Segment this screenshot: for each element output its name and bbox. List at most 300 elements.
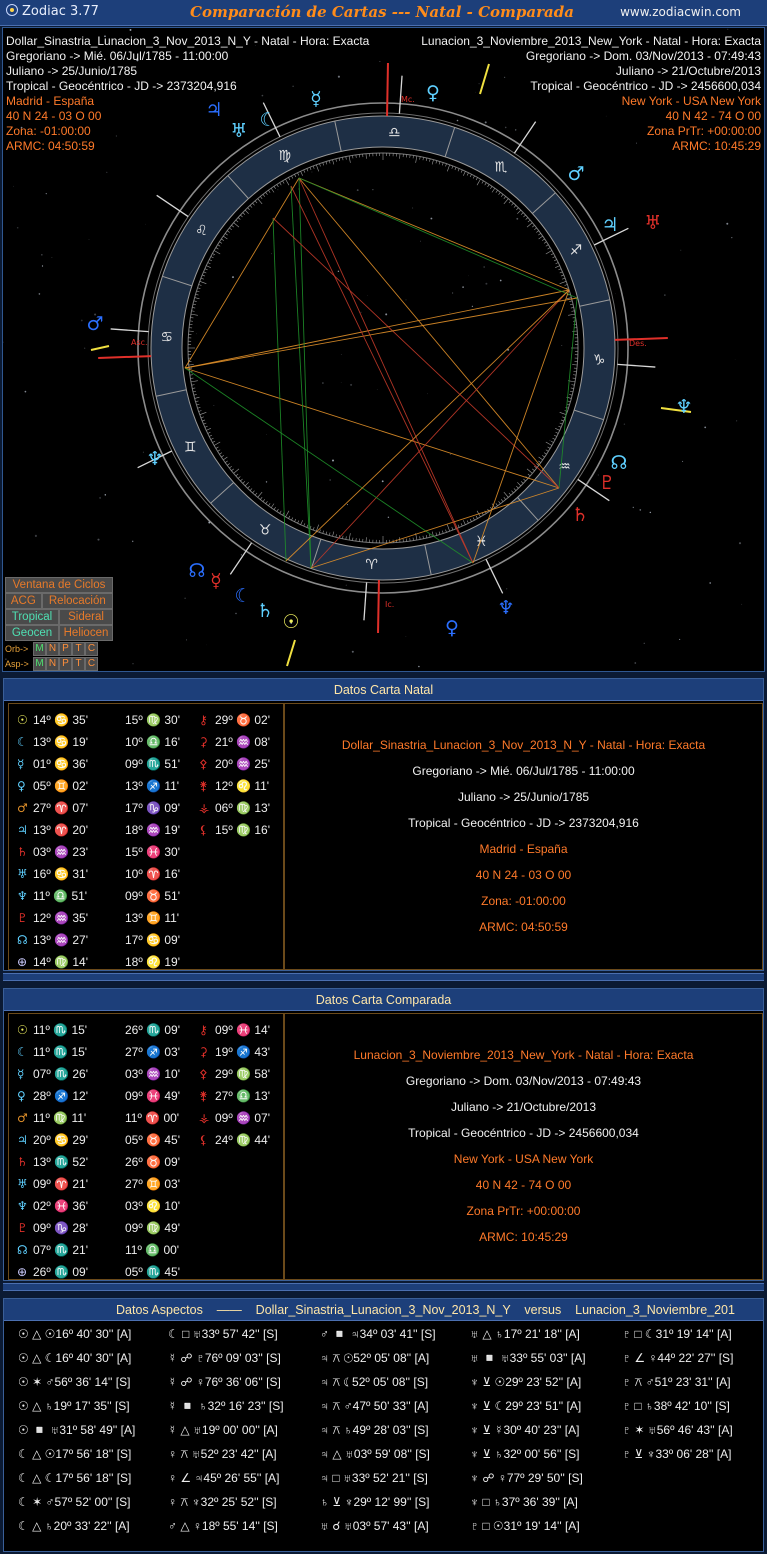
- star: [726, 223, 728, 225]
- natal-desc-zone: Zona: -01:00:00: [481, 894, 566, 908]
- degree-tick: [197, 404, 200, 405]
- degree-tick: [198, 288, 201, 289]
- degree-tick: [191, 314, 198, 315]
- degree-tick: [560, 281, 567, 283]
- degree-tick: [336, 534, 337, 537]
- degree-tick: [567, 298, 572, 299]
- relocation-button[interactable]: Relocación: [42, 593, 113, 609]
- degree-tick: [199, 411, 202, 412]
- aspect-entry: ♄ ⊻ ♆29º 12' 99'' [S]: [320, 1495, 430, 1509]
- asteroid-glyph: ⚴: [199, 757, 208, 771]
- aspect-entry: ♇ □ ♄38º 42' 10'' [S]: [622, 1399, 730, 1413]
- degree-tick: [556, 263, 559, 264]
- star: [741, 604, 742, 605]
- natal-desc-armc: ARMC: 04:50:59: [479, 920, 568, 934]
- degree-tick: [310, 167, 311, 170]
- star: [143, 452, 144, 453]
- aspect-line: [185, 298, 577, 368]
- degree-tick: [534, 228, 536, 230]
- star: [615, 294, 616, 295]
- degree-tick: [227, 231, 229, 233]
- degree-tick: [439, 162, 440, 165]
- house-cusp: 09º ♓ 49': [125, 1089, 180, 1103]
- aspect-entry: ♃ ⚻ ♂47º 50' 33'' [A]: [320, 1399, 429, 1413]
- orb-flag-t[interactable]: T: [72, 642, 85, 656]
- planet-position: 11º ♎ 51': [33, 889, 88, 903]
- star: [97, 539, 99, 541]
- cycles-window-button[interactable]: Ventana de Ciclos: [5, 577, 113, 593]
- house-cusp: 09º ♉ 51': [125, 889, 180, 903]
- aspect-flag-t[interactable]: T: [72, 657, 85, 671]
- degree-tick: [307, 169, 308, 172]
- degree-tick: [423, 536, 424, 539]
- asteroid-position: 24º ♍ 44': [215, 1133, 270, 1147]
- side-menu: [5, 577, 113, 671]
- house-cusp: 05º ♏ 45': [125, 1265, 180, 1279]
- heliocentric-button[interactable]: Heliocen: [59, 625, 113, 641]
- star: [685, 394, 686, 395]
- aspect-entry: ☉ △ ♄19º 17' 35'' [S]: [18, 1399, 130, 1413]
- degree-tick: [436, 161, 437, 164]
- zodiac-sign-glyph: ♌: [195, 223, 208, 240]
- degree-tick: [546, 251, 552, 255]
- degree-tick: [245, 210, 249, 214]
- degree-tick: [561, 420, 564, 421]
- degree-tick: [560, 272, 563, 273]
- natal-desc-gregorian: Gregoriano -> Mié. 06/Jul/1785 - 11:00:00: [412, 764, 635, 778]
- natal-data-panel: [3, 678, 764, 971]
- degree-tick: [294, 174, 295, 177]
- aspects-panel: [3, 1298, 764, 1552]
- degree-tick: [333, 160, 334, 165]
- asteroid-glyph: ⚶: [199, 1111, 210, 1125]
- aspect-entry: ♀ ⚻ ♆32º 25' 52'' [S]: [168, 1495, 277, 1509]
- degree-tick: [268, 503, 270, 505]
- degree-tick: [442, 163, 443, 166]
- degree-tick: [542, 239, 544, 241]
- aspect-entry: ☉ △ ☾16º 40' 30'' [A]: [18, 1351, 132, 1365]
- degree-tick: [496, 190, 498, 192]
- natal-place: Madrid - España: [6, 94, 95, 108]
- compared-zone: Zona PrTr: +00:00:00: [647, 124, 761, 138]
- zodiac-sign-glyph: ♓: [475, 533, 488, 550]
- asteroid-glyph: ⚵: [199, 779, 208, 793]
- house-cusp: 09º ♏ 51': [125, 757, 180, 771]
- degree-tick: [532, 469, 534, 471]
- asteroid-glyph: ⚵: [199, 1089, 208, 1103]
- aspect-line: [185, 290, 569, 368]
- degree-tick: [280, 183, 282, 186]
- geocentric-button[interactable]: Geocen: [5, 625, 59, 641]
- star: [727, 29, 728, 30]
- degree-tick: [214, 251, 220, 255]
- house-cusp: 05º ♉ 45': [125, 1133, 180, 1147]
- star: [485, 283, 487, 285]
- planet-glyph: ♄: [17, 1155, 28, 1169]
- planet-glyph: ♅: [644, 212, 662, 234]
- aspects-title: Datos Aspectos: [116, 1303, 203, 1317]
- axis-label: Asc.: [131, 338, 148, 347]
- degree-tick: [221, 239, 223, 241]
- degree-tick: [194, 301, 197, 302]
- degree-tick: [234, 223, 239, 227]
- compared-desc-name: Lunacion_3_Noviembre_2013_New_York - Natal - Hora: Exacta: [353, 1048, 694, 1062]
- window-title: Comparación de Cartas --- Natal - Comparada: [190, 3, 574, 21]
- zodiac-sign-glyph: ♏: [494, 159, 508, 176]
- degree-tick: [461, 170, 462, 173]
- orb-flag-m[interactable]: M: [33, 642, 46, 656]
- degree-tick: [200, 412, 207, 414]
- orb-flag-c[interactable]: C: [85, 642, 98, 656]
- degree-tick: [313, 166, 314, 169]
- aspect-entry: ♃ ⚻ ☾52º 05' 08'' [S]: [320, 1375, 429, 1389]
- planet-glyph: ⊕: [17, 1265, 28, 1279]
- degree-tick: [536, 231, 538, 233]
- degree-tick: [504, 196, 506, 198]
- aspect-entry: ☿ ☍ ♇76º 09' 03'' [S]: [168, 1351, 281, 1365]
- house-cusp: 18º ♌ 19': [125, 955, 180, 969]
- compared-gregorian: Gregoriano -> Dom. 03/Nov/2013 - 07:49:43: [525, 49, 761, 63]
- degree-tick: [255, 201, 257, 203]
- degree-tick: [240, 479, 242, 481]
- planet-position: 11º ♏ 15': [33, 1023, 88, 1037]
- axis-label: Des.: [629, 339, 647, 348]
- house-cusp: 27º ♊ 03': [125, 1177, 180, 1191]
- marker-line: [91, 346, 109, 350]
- star: [350, 384, 352, 386]
- star: [624, 424, 625, 425]
- zodiac-sign-glyph: ♉: [258, 522, 272, 539]
- planet-glyph: ⊕: [17, 955, 28, 969]
- degree-tick: [528, 474, 530, 476]
- degree-tick: [294, 519, 295, 522]
- degree-tick: [554, 435, 557, 436]
- degree-tick: [250, 488, 252, 490]
- degree-tick: [527, 223, 532, 227]
- planet-glyph: ♂: [17, 801, 28, 815]
- degree-tick: [570, 304, 573, 305]
- degree-tick: [208, 263, 211, 264]
- degree-tick: [565, 285, 568, 286]
- asteroid-position: 27º ♎ 13': [215, 1089, 270, 1103]
- degree-tick: [553, 256, 556, 257]
- aspect-entry: ☾ △ ☾17º 56' 18'' [S]: [18, 1471, 132, 1485]
- planet-glyph: ♇: [598, 472, 616, 494]
- asteroid-glyph: ⚶: [199, 801, 210, 815]
- compared-desc-place: New York - USA New York: [453, 1152, 594, 1166]
- degree-tick: [243, 213, 245, 215]
- aspect-entry: ☿ ☍ ♀76º 36' 06'' [S]: [168, 1375, 281, 1389]
- star: [106, 172, 107, 173]
- star: [418, 666, 420, 668]
- orb-label: Orb->: [5, 643, 29, 654]
- aspect-label: Asp->: [5, 658, 29, 669]
- compared-data-panel: [3, 988, 764, 1281]
- asteroid-glyph: ⚳: [199, 1045, 208, 1059]
- zodiac-sign-glyph: ♊: [183, 439, 197, 456]
- degree-tick: [329, 161, 330, 164]
- degree-tick: [206, 266, 211, 268]
- aspect-entry: ♂ △ ♀18º 55' 14'' [S]: [168, 1519, 278, 1533]
- natal-panel-header: Datos Carta Natal: [4, 679, 763, 701]
- star: [341, 354, 342, 355]
- natal-name-line: Dollar_Sinastria_Lunacion_3_Nov_2013_N_Y - Natal - Hora: Exacta: [6, 34, 370, 48]
- planet-glyph: ♇: [17, 911, 28, 925]
- aspect-entry: ♅ △ ♄17º 21' 18'' [A]: [470, 1327, 580, 1341]
- asteroid-position: 12º ♌ 11': [215, 779, 270, 793]
- planet-glyph: ♄: [256, 600, 274, 622]
- compared-julian: Juliano -> 21/Octubre/2013: [615, 64, 761, 78]
- title-bar: [0, 0, 767, 26]
- degree-tick: [214, 442, 220, 446]
- degree-tick: [470, 519, 471, 522]
- degree-tick: [212, 253, 215, 254]
- degree-tick: [571, 307, 574, 308]
- tropical-button[interactable]: Tropical: [5, 609, 59, 625]
- degree-tick: [209, 259, 212, 260]
- compared-desc-gregorian: Gregoriano -> Dom. 03/Nov/2013 - 07:49:43: [405, 1074, 642, 1088]
- degree-tick: [201, 417, 204, 418]
- asteroid-position: 21º ♒ 08': [215, 735, 270, 749]
- star: [388, 517, 389, 518]
- natal-zone: Zona: -01:00:00: [6, 124, 91, 138]
- degree-tick: [240, 215, 242, 217]
- degree-tick: [238, 218, 240, 220]
- degree-tick: [476, 177, 477, 180]
- asteroid-glyph: ⚴: [199, 1067, 208, 1081]
- star: [506, 588, 507, 589]
- star: [633, 507, 634, 508]
- planet-glyph: ♃: [17, 823, 28, 837]
- planet-position: 13º ♋ 19': [33, 735, 88, 749]
- degree-tick: [509, 201, 511, 203]
- aspects-chart1: Dollar_Sinastria_Lunacion_3_Nov_2013_N_Y: [255, 1303, 511, 1317]
- house-cusp: 10º ♈ 16': [125, 867, 180, 881]
- degree-tick: [326, 162, 327, 165]
- degree-tick: [198, 407, 201, 408]
- aspects-dash: ——: [216, 1303, 242, 1317]
- planet-position: 12º ♒ 35': [33, 911, 88, 925]
- degree-tick: [323, 531, 324, 534]
- star: [357, 189, 359, 191]
- degree-tick: [546, 442, 552, 446]
- degree-tick: [204, 423, 207, 424]
- planet-glyph: ☊: [17, 1243, 28, 1257]
- degree-tick: [571, 311, 574, 312]
- star: [516, 218, 518, 220]
- star: [382, 480, 384, 482]
- asteroid-position: 06º ♍ 13': [215, 801, 270, 815]
- aspect-flag-n[interactable]: N: [46, 657, 59, 671]
- aspect-entry: ♆ ☍ ♀77º 29' 50'' [S]: [470, 1471, 583, 1485]
- planet-glyph: ♆: [17, 1199, 28, 1213]
- panel-separator: [3, 1283, 764, 1291]
- degree-tick: [201, 278, 204, 279]
- natal-system: Tropical - Geocéntrico - JD -> 2373204,916: [6, 79, 237, 93]
- orb-flag-p[interactable]: P: [59, 642, 72, 656]
- degree-tick: [339, 158, 340, 161]
- star: [385, 313, 387, 315]
- star: [271, 254, 272, 255]
- planet-position: 26º ♏ 09': [33, 1265, 88, 1279]
- degree-tick: [562, 417, 565, 418]
- degree-tick: [320, 164, 321, 167]
- degree-tick: [253, 491, 255, 493]
- compared-desc-system: Tropical - Geocéntrico - JD -> 2456600,034: [408, 1126, 639, 1140]
- chart-panel: [2, 27, 765, 672]
- degree-tick: [555, 266, 560, 268]
- house-cusp: 11º ♎ 00': [125, 1243, 180, 1257]
- compared-coords: 40 N 42 - 74 O 00: [665, 109, 761, 123]
- aspect-entry: ♃ ⚻ ☉52º 05' 08'' [A]: [320, 1351, 430, 1365]
- planet-glyph: ♆: [497, 597, 515, 619]
- aspect-entry: ♆ □ ♄37º 36' 39'' [A]: [470, 1495, 578, 1509]
- star: [377, 389, 378, 390]
- star: [372, 189, 373, 190]
- degree-tick: [216, 447, 219, 449]
- star: [46, 193, 47, 194]
- aspect-flags: [5, 656, 113, 671]
- degree-tick: [320, 530, 321, 533]
- aspect-entry: ♇ □ ☾31º 19' 14'' [A]: [622, 1327, 732, 1341]
- planet-position: 14º ♍ 14': [33, 955, 88, 969]
- degree-tick: [277, 184, 279, 187]
- planet-glyph: ♆: [146, 448, 164, 470]
- degree-tick: [555, 428, 560, 430]
- degree-tick: [447, 165, 449, 172]
- degree-tick: [499, 192, 501, 194]
- degree-tick: [329, 533, 330, 536]
- star: [709, 582, 711, 584]
- aspect-flag-m[interactable]: M: [33, 657, 46, 671]
- degree-tick: [286, 179, 290, 185]
- app-name-label: Zodiac 3.77: [22, 4, 99, 19]
- star: [3, 342, 4, 343]
- degree-tick: [562, 278, 565, 279]
- degree-tick: [551, 441, 554, 442]
- star: [462, 286, 464, 288]
- degree-tick: [571, 388, 574, 389]
- star: [42, 265, 43, 266]
- degree-tick: [442, 531, 443, 534]
- planet-glyph: ♇: [17, 1221, 28, 1235]
- aspect-entry: ♀ ∠ ♃45º 26' 55'' [A]: [168, 1471, 280, 1485]
- star: [644, 643, 645, 644]
- degree-tick: [263, 194, 265, 196]
- degree-tick: [192, 385, 195, 386]
- aspect-line: [185, 368, 559, 488]
- degree-tick: [336, 159, 337, 162]
- zodiac-sign-glyph: ♐: [569, 242, 583, 259]
- star: [472, 306, 473, 307]
- degree-tick: [452, 166, 453, 169]
- aspect-flag-c[interactable]: C: [85, 657, 98, 671]
- house-cusp: 03º ♒ 10': [125, 1067, 180, 1081]
- degree-tick: [542, 455, 544, 457]
- aspects-chart2: Lunacion_3_Noviembre_201: [575, 1303, 735, 1317]
- orb-flag-n[interactable]: N: [46, 642, 59, 656]
- degree-tick: [553, 438, 556, 439]
- planet-glyph: ☿: [210, 570, 222, 592]
- house-cusp-line: [617, 364, 655, 367]
- star: [379, 61, 380, 62]
- degree-tick: [568, 314, 575, 315]
- aspect-entry: ♇ ⊻ ♆33º 06' 28'' [A]: [622, 1447, 732, 1461]
- planet-glyph: ☾: [259, 109, 277, 131]
- planet-glyph: ☉: [17, 713, 28, 727]
- aspect-flag-p[interactable]: P: [59, 657, 72, 671]
- degree-tick: [205, 269, 208, 270]
- aspect-entry: ☾ △ ♄20º 33' 22'' [A]: [18, 1519, 130, 1533]
- degree-tick: [501, 499, 503, 501]
- degree-tick: [342, 157, 343, 160]
- star: [634, 662, 636, 664]
- compared-desc-julian: Juliano -> 21/Octubre/2013: [450, 1100, 597, 1114]
- planet-position: 13º ♈ 20': [33, 823, 88, 837]
- aspect-line: [185, 368, 473, 563]
- degree-tick: [192, 388, 195, 389]
- star: [132, 663, 133, 664]
- aspect-entry: ☿ ◽ ♄32º 16' 23'' [S]: [168, 1399, 284, 1413]
- natal-gregorian: Gregoriano -> Mié. 06/Jul/1785 - 11:00:00: [6, 49, 229, 63]
- planet-position: 07º ♏ 26': [33, 1067, 88, 1081]
- aspect-line: [273, 218, 286, 561]
- acg-button[interactable]: ACG: [5, 593, 42, 609]
- degree-tick: [436, 533, 437, 536]
- degree-tick: [514, 205, 516, 207]
- degree-tick: [211, 438, 214, 439]
- sidereal-button[interactable]: Sideral: [59, 609, 113, 625]
- degree-tick: [346, 536, 347, 539]
- star: [232, 276, 234, 278]
- degree-tick: [473, 518, 474, 521]
- degree-tick: [492, 188, 495, 192]
- degree-tick: [426, 535, 427, 538]
- degree-tick: [211, 256, 214, 257]
- degree-tick: [193, 391, 196, 392]
- house-cusp: 09º ♍ 49': [125, 1221, 180, 1235]
- orb-flags: [5, 641, 113, 656]
- planet-glyph: ♆: [675, 396, 693, 418]
- degree-tick: [223, 457, 227, 460]
- degree-tick: [218, 450, 221, 452]
- degree-tick: [199, 285, 202, 286]
- degree-tick: [455, 167, 456, 170]
- degree-tick: [504, 199, 508, 204]
- aspects-versus: versus: [524, 1303, 562, 1317]
- aspect-entry: ♆ ⊻ ☿30º 40' 23'' [A]: [470, 1423, 580, 1437]
- outer-ring: [138, 103, 628, 593]
- star: [329, 479, 331, 481]
- star: [427, 393, 428, 394]
- degree-tick: [218, 245, 221, 247]
- degree-tick: [216, 248, 219, 250]
- aspect-entry: ☉ ◽ ♅31º 58' 49'' [A]: [18, 1423, 136, 1437]
- degree-tick: [208, 432, 211, 433]
- degree-tick: [280, 511, 282, 514]
- degree-tick: [496, 503, 498, 505]
- degree-tick: [516, 208, 518, 210]
- degree-tick: [260, 196, 262, 198]
- degree-tick: [521, 481, 523, 483]
- degree-tick: [554, 259, 557, 260]
- website-label: www.zodiacwin.com: [620, 5, 741, 19]
- degree-tick: [546, 450, 549, 452]
- degree-tick: [263, 499, 265, 501]
- aspect-entry: ♃ □ ♅33º 52' 21'' [S]: [320, 1471, 428, 1485]
- star: [468, 276, 469, 277]
- planet-position: 01º ♋ 36': [33, 757, 88, 771]
